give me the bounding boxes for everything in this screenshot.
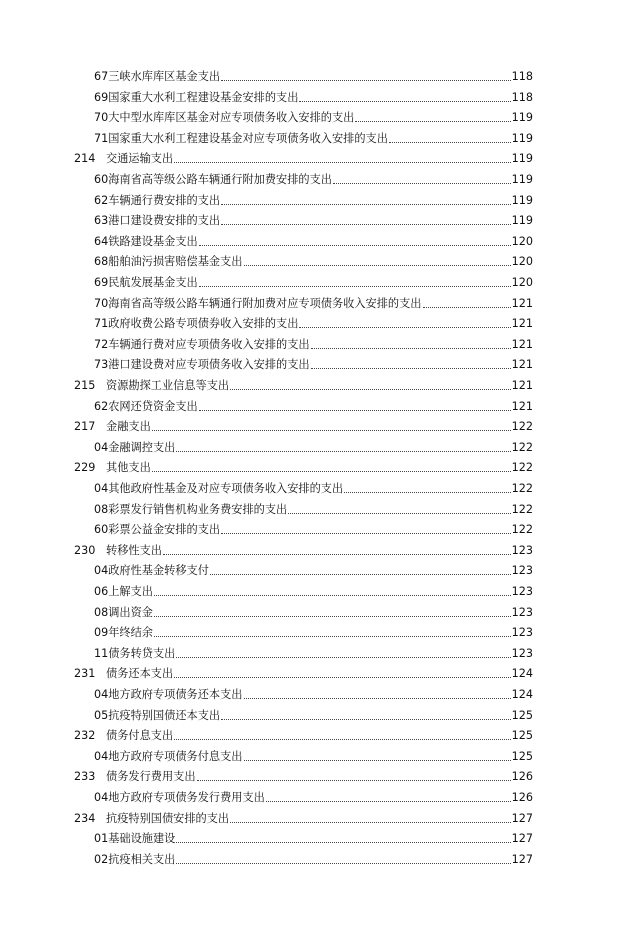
toc-page-number: 122 (511, 482, 533, 495)
dot-leader (197, 780, 511, 781)
toc-entry-row[interactable] (94, 394, 533, 414)
toc-entry-title: 68船舶油污损害赔偿基金支出 (94, 255, 243, 269)
toc-page-number: 121 (511, 337, 533, 351)
toc-page-number: 120 (511, 234, 533, 248)
toc-entry-row[interactable] (94, 435, 533, 455)
dot-leader (174, 739, 511, 740)
dot-leader (154, 636, 511, 637)
toc-page-number: 125 (511, 749, 533, 763)
toc-entry-title: 02抗疫相关支出 (94, 852, 176, 866)
toc-section-row[interactable] (74, 414, 533, 434)
toc-entry-title: 债务还本支出 (106, 667, 174, 681)
toc-entry-row[interactable] (94, 311, 533, 331)
toc-section-code: 233 (74, 770, 96, 784)
toc-page-number: 121 (511, 317, 533, 331)
dot-leader (288, 513, 510, 514)
toc-section-code: 229 (74, 461, 96, 475)
toc-entry-title: 60海南省高等级公路车辆通行附加费安排的支出 (94, 173, 332, 186)
toc-entry-row[interactable] (94, 64, 533, 84)
toc-section-row[interactable] (74, 146, 533, 166)
toc-entry-row[interactable] (94, 847, 533, 867)
dot-leader (299, 327, 510, 328)
toc-entry-row[interactable] (94, 105, 533, 125)
dot-leader (299, 101, 510, 102)
toc-entry-row[interactable] (94, 188, 533, 208)
toc-page-number: 119 (511, 193, 533, 207)
toc-section-row[interactable] (74, 764, 533, 784)
toc-page-number: 119 (511, 131, 533, 145)
toc-section-row[interactable] (74, 661, 533, 681)
toc-entry-title: 64铁路建设基金支出 (94, 234, 198, 248)
toc-page-number: 123 (511, 543, 533, 557)
toc-entry-title: 债务付息支出 (106, 729, 174, 743)
toc-entry-row[interactable] (94, 126, 533, 146)
toc-page-number: 127 (511, 852, 533, 866)
toc-page-number: 121 (511, 379, 533, 392)
dot-leader (221, 80, 511, 81)
toc-section-code: 230 (74, 543, 96, 557)
toc-entry-title: 11债务转贷支出 (94, 646, 176, 660)
toc-entry-row[interactable] (94, 620, 533, 640)
toc-entry-row[interactable] (94, 332, 533, 352)
dot-leader (154, 616, 511, 617)
dot-leader (230, 389, 511, 390)
toc-page-number: 123 (511, 626, 533, 640)
toc-entry-title: 71政府收费公路专项债券收入安排的支出 (94, 317, 299, 331)
toc-entry-title: 09年终结余 (94, 626, 153, 640)
toc-section-code: 231 (74, 667, 96, 681)
toc-entry-row[interactable] (94, 703, 533, 723)
toc-entry-title: 交通运输支出 (106, 152, 174, 166)
toc-page-number: 120 (511, 276, 533, 289)
toc-entry-row[interactable] (94, 744, 533, 764)
toc-page-number: 119 (511, 173, 533, 186)
toc-page-number: 123 (511, 564, 533, 578)
toc-page-number: 123 (511, 605, 533, 619)
toc-entry-row[interactable] (94, 229, 533, 249)
toc-entry-title: 08彩票发行销售机构业务费安排的支出 (94, 502, 288, 516)
dot-leader (174, 677, 511, 678)
toc-entry-title: 05抗疫特别国债还本支出 (94, 708, 221, 722)
toc-page-number: 121 (511, 296, 533, 310)
toc-section-code: 232 (74, 729, 96, 743)
dot-leader (221, 224, 511, 225)
toc-entry-title: 73港口建设费对应专项债务收入安排的支出 (94, 358, 310, 372)
toc-entry-row[interactable] (94, 579, 533, 599)
toc-entry-title: 04地方政府专项债务还本支出 (94, 688, 243, 701)
toc-page-number: 127 (511, 811, 533, 825)
toc-page-number: 123 (511, 646, 533, 660)
dot-leader (154, 595, 511, 596)
toc-section-row[interactable] (74, 373, 533, 393)
toc-section-row[interactable] (74, 538, 533, 558)
toc-page-number: 122 (511, 440, 533, 454)
toc-page-number: 122 (511, 420, 533, 434)
toc-page-number: 127 (511, 832, 533, 846)
dot-leader (230, 822, 511, 823)
dot-leader (199, 245, 511, 246)
toc-entry-title: 转移性支出 (106, 543, 162, 557)
dot-leader (423, 307, 511, 308)
toc-entry-row[interactable] (94, 249, 533, 269)
toc-section-code: 215 (74, 379, 96, 392)
toc-page-number: 125 (511, 708, 533, 722)
toc-entry-title: 72车辆通行费对应专项债务收入安排的支出 (94, 337, 310, 351)
toc-page-number: 119 (511, 214, 533, 228)
toc-entry-title: 债务发行费用支出 (106, 770, 196, 784)
toc-entry-row[interactable] (94, 558, 533, 578)
toc-entry-title: 抗疫特别国债安排的支出 (106, 811, 230, 825)
dot-leader (163, 554, 511, 555)
toc-page-number: 122 (511, 523, 533, 537)
toc-section-row[interactable] (74, 723, 533, 743)
toc-entry-row[interactable] (94, 270, 533, 290)
toc-page-number: 122 (511, 502, 533, 516)
toc-page-number: 119 (511, 152, 533, 166)
toc-entry-title: 62车辆通行费安排的支出 (94, 193, 221, 207)
toc-page-number: 118 (511, 90, 533, 104)
dot-leader (244, 760, 511, 761)
dot-leader (210, 574, 511, 575)
dot-leader (244, 265, 511, 266)
toc-entry-title: 70大中型水库库区基金对应专项债务收入安排的支出 (94, 111, 355, 125)
dot-leader (221, 533, 511, 534)
dot-leader (221, 719, 511, 720)
toc-section-code: 214 (74, 152, 96, 166)
toc-entry-title: 资源勘探工业信息等支出 (106, 379, 230, 392)
toc-entry-row[interactable] (94, 785, 533, 805)
toc-entry-title: 04政府性基金转移支付 (94, 564, 209, 578)
toc-entry-title: 60彩票公益金安排的支出 (94, 523, 221, 537)
toc-entry-title: 04金融调控支出 (94, 440, 176, 454)
toc-entry-row[interactable] (94, 85, 533, 105)
toc-page-number: 126 (511, 791, 533, 804)
toc-entry-title: 63港口建设费安排的支出 (94, 214, 221, 228)
toc-page-number: 120 (511, 255, 533, 269)
dot-leader (199, 410, 511, 411)
toc-entry-title: 62农网还贷资金支出 (94, 399, 198, 413)
toc-entry-title: 金融支出 (106, 420, 151, 434)
toc-entry-title: 04其他政府性基金及对应专项债务收入安排的支出 (94, 482, 344, 495)
dot-leader (311, 368, 511, 369)
toc-entry-row[interactable] (94, 352, 533, 372)
dot-leader (389, 142, 511, 143)
dot-leader (174, 162, 511, 163)
dot-leader (311, 348, 511, 349)
toc-entry-row[interactable] (94, 291, 533, 311)
toc-entry-row[interactable] (94, 167, 533, 187)
toc-entry-title: 04地方政府专项债务付息支出 (94, 749, 243, 763)
toc-entry-row[interactable] (94, 208, 533, 228)
toc-entry-title: 69民航发展基金支出 (94, 276, 198, 289)
toc-entry-row[interactable] (94, 682, 533, 702)
toc-page-number: 122 (511, 461, 533, 475)
toc-section-code: 217 (74, 420, 96, 434)
dot-leader (176, 451, 510, 452)
toc-page-number: 121 (511, 399, 533, 413)
dot-leader (244, 698, 511, 699)
toc-entry-title: 01基础设施建设 (94, 832, 176, 846)
dot-leader (176, 863, 510, 864)
toc-entry-row[interactable] (94, 517, 533, 537)
toc-entry-title: 04地方政府专项债务发行费用支出 (94, 791, 265, 804)
toc-page-number: 123 (511, 585, 533, 598)
toc-page-number: 118 (511, 70, 533, 83)
toc-section-row[interactable] (74, 806, 533, 826)
dot-leader (199, 286, 511, 287)
toc-section-code: 234 (74, 811, 96, 825)
toc-page-number: 119 (511, 111, 533, 125)
toc-entry-row[interactable] (94, 476, 533, 496)
toc-entry-row[interactable] (94, 641, 533, 661)
toc-page-number: 126 (511, 770, 533, 784)
toc-entry-title: 70海南省高等级公路车辆通行附加费对应专项债务收入安排的支出 (94, 296, 422, 310)
toc-entry-title: 67三峡水库库区基金支出 (94, 70, 221, 83)
toc-entry-row[interactable] (94, 497, 533, 517)
toc-entry-row[interactable] (94, 600, 533, 620)
dot-leader (152, 430, 511, 431)
toc-entry-title: 71国家重大水利工程建设基金对应专项债务收入安排的支出 (94, 131, 388, 145)
dot-leader (266, 801, 511, 802)
toc-page-number: 125 (511, 729, 533, 743)
toc-entry-title: 08调出资金 (94, 605, 153, 619)
toc-page-number: 124 (511, 667, 533, 681)
dot-leader (176, 842, 510, 843)
dot-leader (344, 492, 510, 493)
dot-leader (176, 657, 510, 658)
toc-section-row[interactable] (74, 455, 533, 475)
dot-leader (221, 204, 511, 205)
dot-leader (333, 183, 511, 184)
toc-page-number: 121 (511, 358, 533, 372)
toc-entry-row[interactable] (94, 826, 533, 846)
dot-leader (355, 121, 510, 122)
toc-entry-title: 69国家重大水利工程建设基金安排的支出 (94, 90, 299, 104)
toc-page-number: 124 (511, 688, 533, 701)
dot-leader (152, 471, 511, 472)
toc-entry-title: 其他支出 (106, 461, 151, 475)
toc-entry-title: 06上解支出 (94, 585, 153, 598)
